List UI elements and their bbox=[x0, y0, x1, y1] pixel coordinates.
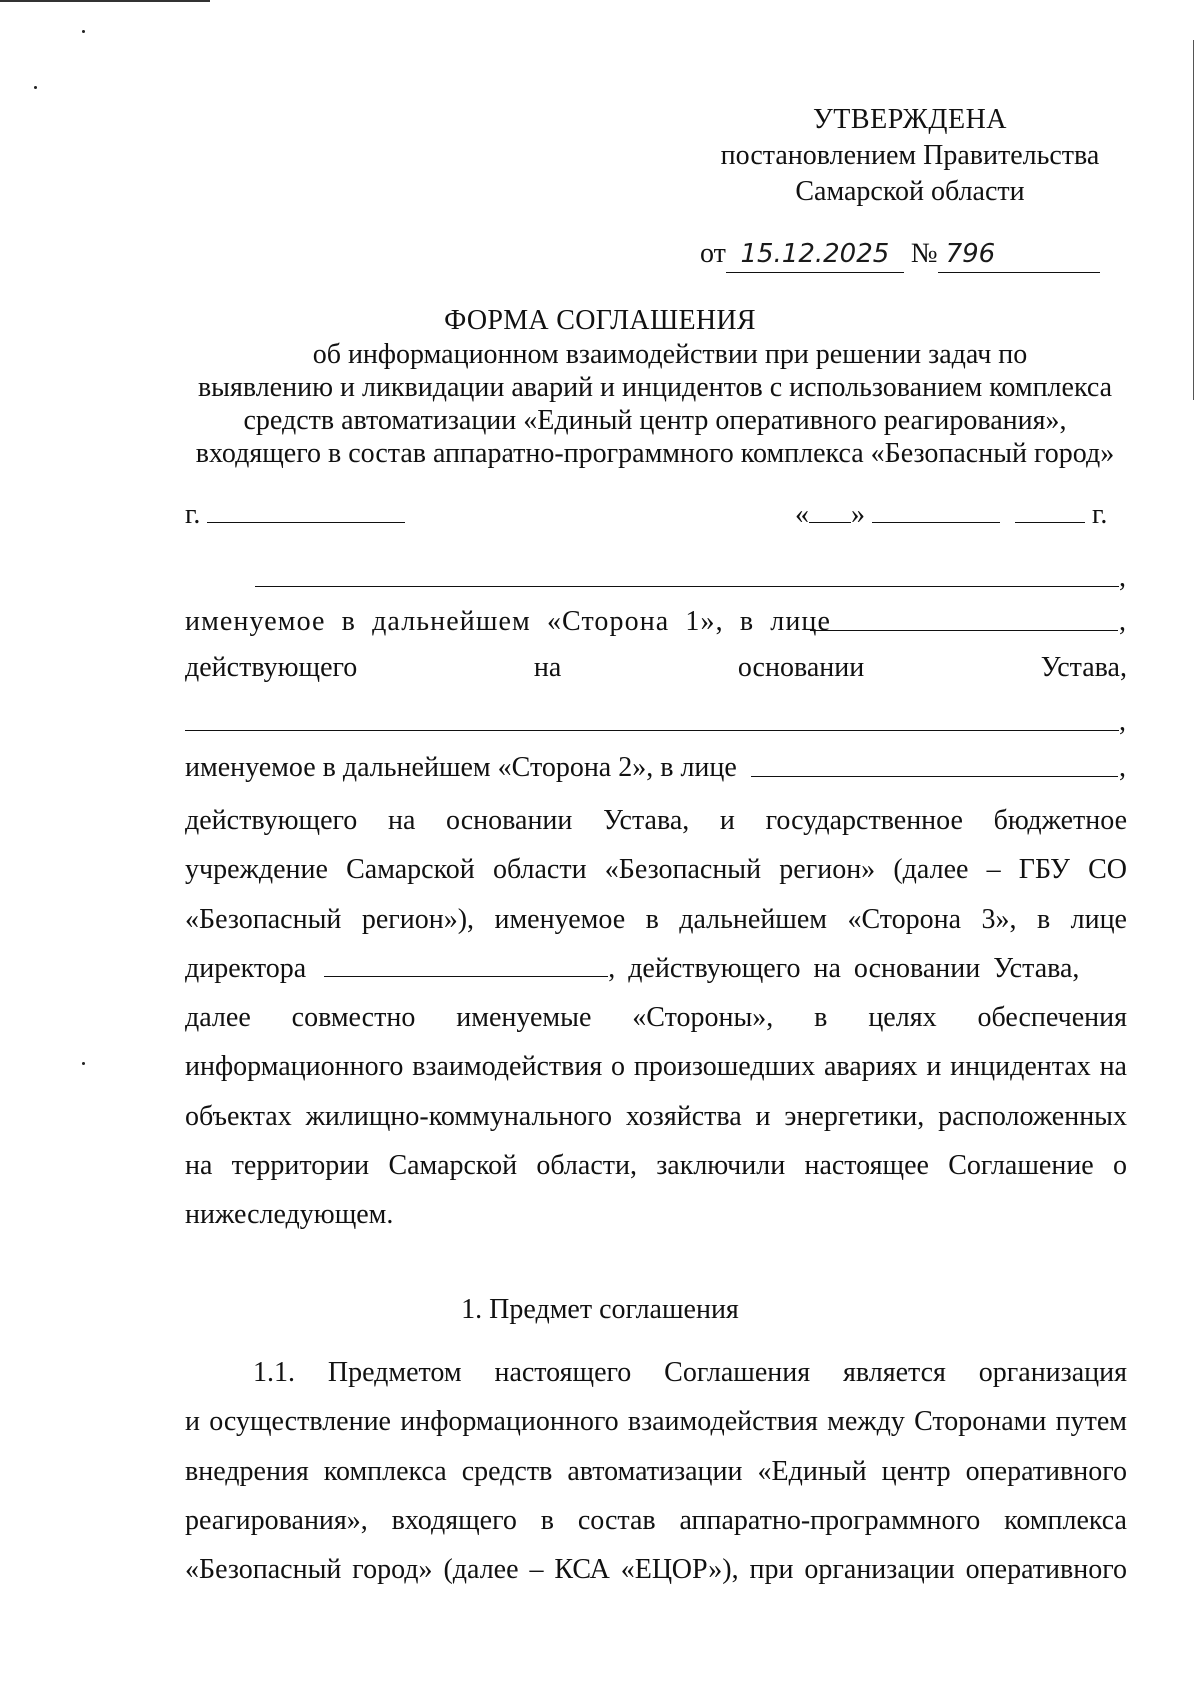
director-name-blank bbox=[324, 950, 608, 977]
month-blank bbox=[872, 496, 1000, 523]
parties-paragraph bbox=[185, 796, 1127, 1240]
handwritten-date: 15.12.2025 bbox=[726, 236, 904, 273]
section1-paragraph bbox=[185, 1348, 1127, 1594]
party2-named-text: именуемое в дальнейшем «Сторона 2», в лице bbox=[185, 752, 737, 783]
place-date-line bbox=[185, 496, 1127, 533]
quote-open: « bbox=[795, 499, 809, 530]
scan-artifact-dot bbox=[82, 30, 85, 33]
approval-region: Самарской области bbox=[795, 176, 1025, 207]
form-title: ФОРМА СОГЛАШЕНИЯ bbox=[444, 305, 756, 336]
party1-basis-line bbox=[185, 650, 1127, 686]
party2-named-line bbox=[185, 750, 1127, 786]
paragraph-line: на территории Самарской области, заключили настоящее Соглашение о bbox=[185, 1150, 1127, 1182]
subtitle-line: выявлению и ликвидации аварий и инцидентов с использованием комплекса bbox=[197, 372, 1113, 403]
basis-word: основании bbox=[737, 652, 865, 683]
paragraph-line: и осуществление информационного взаимодействия между Сторонами путем bbox=[185, 1406, 1127, 1438]
party1-representative-blank bbox=[810, 604, 1118, 631]
paragraph-line: действующего на основании Устава, и государственное бюджетное bbox=[185, 805, 1127, 836]
basis-word: Устава, bbox=[1040, 652, 1127, 683]
party1-named-text: именуемое в дальнейшем «Сторона 1», в лице bbox=[185, 606, 832, 637]
approval-block bbox=[700, 102, 1120, 210]
comma: , bbox=[1119, 752, 1126, 783]
paragraph-line: учреждение Самарской области «Безопасный регион» (далее – ГБУ СО bbox=[185, 854, 1127, 886]
year-suffix: г. bbox=[1092, 499, 1108, 530]
basis-word: на bbox=[533, 652, 562, 683]
date-fields bbox=[795, 496, 1107, 533]
section-title: 1. Предмет соглашения bbox=[461, 1294, 739, 1325]
approval-date-number bbox=[700, 236, 1100, 273]
paragraph-line: внедрения комплекса средств автоматизации «Единый центр оперативного bbox=[185, 1455, 1127, 1487]
paragraph-line: «Безопасный город» (далее – КСА «ЕЦОР»), при организации оперативного bbox=[185, 1554, 1127, 1586]
director-line bbox=[185, 944, 1127, 993]
city-blank bbox=[207, 496, 405, 523]
form-subtitle bbox=[180, 338, 1130, 470]
comma: , bbox=[1119, 606, 1126, 637]
scan-artifact-line bbox=[0, 0, 210, 2]
paragraph-line: «Безопасный регион»), именуемое в дальнейшем «Сторона 3», в лице bbox=[185, 903, 1127, 935]
basis-word: действующего bbox=[185, 652, 358, 683]
party2-name-blank bbox=[185, 704, 1119, 731]
paragraph-line: 1.1. Предметом настоящего Соглашения является организация bbox=[253, 1357, 1127, 1388]
subtitle-line: средств автоматизации «Единый центр оперативного реагирования», bbox=[243, 405, 1067, 436]
year-blank bbox=[1015, 496, 1085, 523]
director-label: директора bbox=[185, 952, 307, 984]
scan-artifact-dot bbox=[82, 1062, 85, 1065]
scan-artifact-edge bbox=[1193, 40, 1194, 400]
party2-representative-blank bbox=[751, 750, 1118, 777]
day-blank bbox=[809, 496, 851, 523]
party1-named-line bbox=[185, 604, 1127, 640]
comma: , bbox=[1119, 562, 1126, 593]
director-tail: , действующего на основании Устава, bbox=[608, 952, 1080, 984]
date-prefix: от bbox=[700, 238, 726, 269]
subtitle-line: об информационном взаимодействии при решении задач по bbox=[312, 339, 1028, 370]
party1-name-blank bbox=[255, 560, 1119, 587]
approval-authority: постановлением Правительства bbox=[720, 140, 1100, 171]
subtitle-line: входящего в состав аппаратно-программного комплекса «Безопасный город» bbox=[195, 438, 1115, 469]
paragraph-line: объектах жилищно-коммунального хозяйства и энергетики, расположенных bbox=[185, 1100, 1127, 1132]
paragraph-line: информационного взаимодействия о произошедших авариях и инцидентах на bbox=[185, 1051, 1127, 1083]
number-sign: № bbox=[910, 238, 938, 269]
paragraph-line: далее совместно именуемые «Стороны», в целях обеспечения bbox=[185, 1002, 1127, 1034]
quote-close: » bbox=[851, 499, 865, 530]
handwritten-number: 796 bbox=[938, 236, 1100, 273]
city-prefix: г. bbox=[185, 499, 201, 530]
paragraph-line: реагирования», входящего в состав аппаратно-программного комплекса bbox=[185, 1504, 1127, 1536]
paragraph-line: нижеследующем. bbox=[185, 1199, 394, 1231]
comma: , bbox=[1119, 706, 1126, 737]
approval-title: УТВЕРЖДЕНА bbox=[812, 104, 1008, 135]
scan-artifact-dot bbox=[34, 86, 37, 89]
